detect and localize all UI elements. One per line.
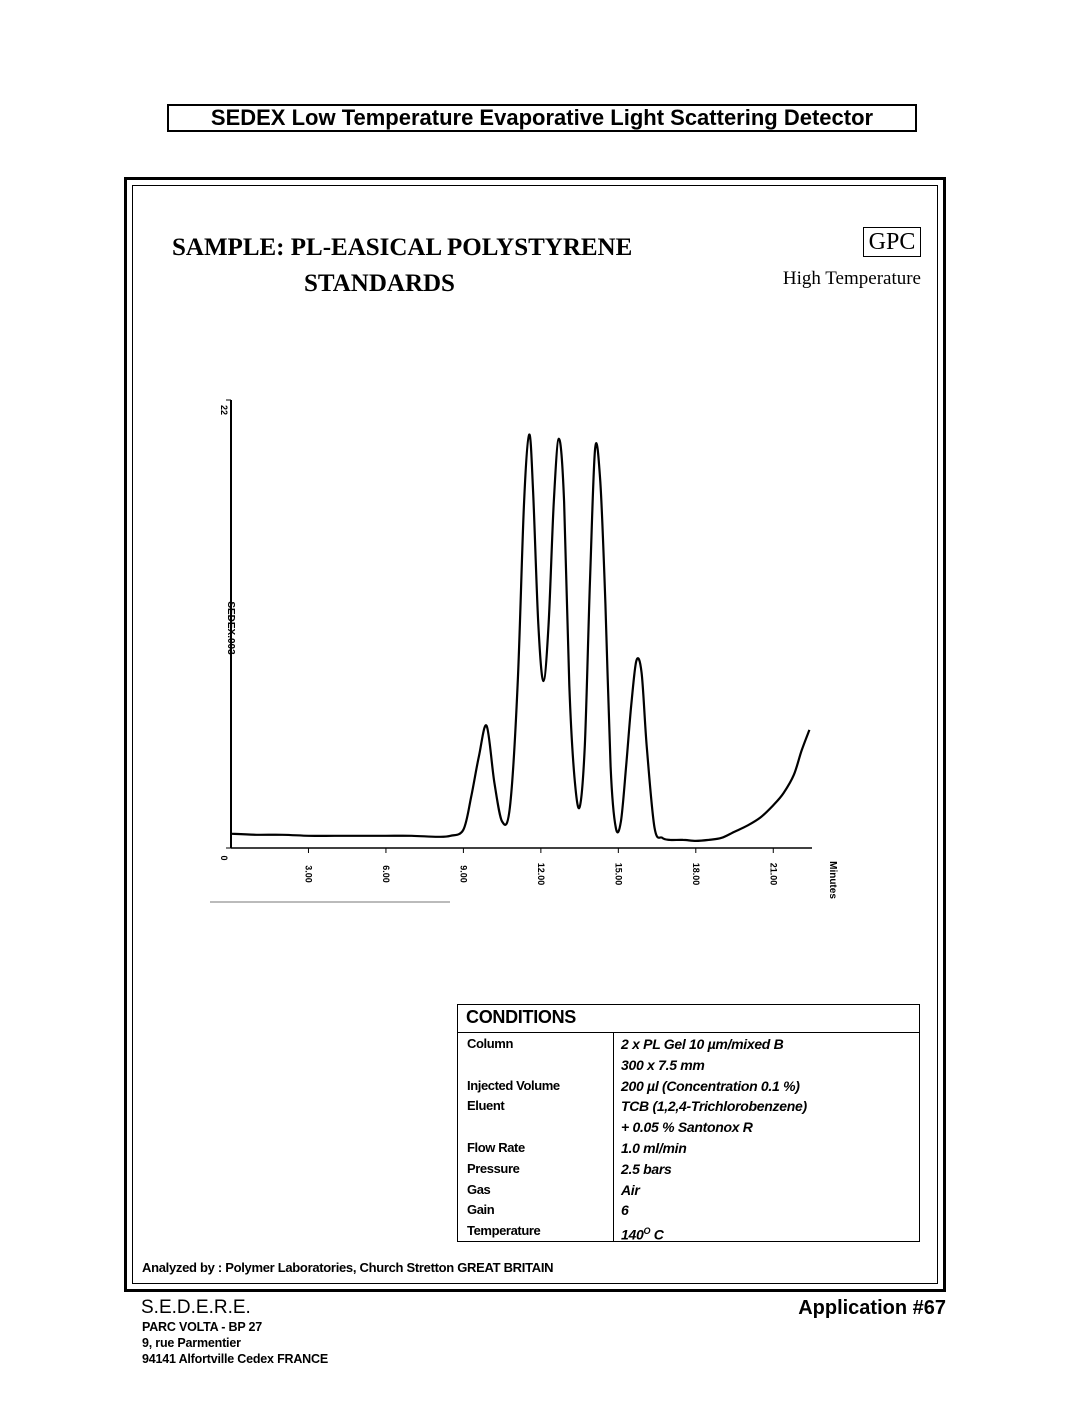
x-tick-label: 18.00 [690, 862, 701, 886]
condition-label: Gas [467, 1181, 491, 1197]
condition-label: Pressure [467, 1160, 520, 1176]
temperature-unit: C [650, 1226, 664, 1243]
sample-title-line2: STANDARDS [304, 270, 455, 297]
chromatogram-chart [200, 390, 860, 920]
condition-value: + 0.05 % Santonox R [621, 1119, 753, 1136]
condition-value: TCB (1,2,4-Trichlorobenzene) [621, 1098, 807, 1115]
condition-value: 2.5 bars [621, 1160, 672, 1177]
x-axis-label: Minutes [827, 861, 838, 899]
address-line: 9, rue Parmentier [142, 1336, 241, 1350]
document-header-title: SEDEX Low Temperature Evaporative Light Scattering Detector [167, 104, 917, 132]
signal-trace [231, 435, 809, 841]
y-axis-label: SEDEX.003 [225, 601, 236, 655]
condition-value: Air [621, 1181, 640, 1198]
x-tick-label: 9.00 [458, 865, 469, 883]
sample-title-line1: SAMPLE: PL-EASICAL POLYSTYRENE [172, 234, 633, 261]
company-address [142, 1319, 328, 1367]
high-temperature-label: High Temperature [782, 268, 921, 289]
address-line: PARC VOLTA - BP 27 [142, 1320, 263, 1334]
conditions-divider [458, 1032, 919, 1033]
temperature-degree: O [643, 1226, 651, 1237]
conditions-labels [467, 1034, 560, 1242]
condition-value: 300 x 7.5 mm [621, 1056, 705, 1073]
condition-label [467, 1055, 560, 1076]
conditions-table [457, 1004, 920, 1242]
condition-value-temperature [621, 1221, 807, 1242]
condition-label: Temperature [467, 1223, 541, 1239]
y-tick-label: 0 [219, 855, 229, 861]
condition-label: Flow Rate [467, 1139, 525, 1155]
y-tick-label: 22 [219, 404, 229, 416]
condition-value: 2 x PL Gel 10 µm/mixed B [621, 1036, 784, 1052]
address-line: 94141 Alfortville Cedex FRANCE [142, 1352, 328, 1366]
x-tick-label: 15.00 [613, 862, 624, 886]
conditions-title: CONDITIONS [466, 1007, 577, 1027]
conditions-column-divider [613, 1032, 614, 1241]
company-name: S.E.D.E.R.E. [141, 1297, 251, 1318]
conditions-values [621, 1034, 807, 1242]
x-tick-label: 21.00 [768, 862, 779, 886]
x-tick-label: 6.00 [380, 865, 391, 883]
condition-label: Eluent [467, 1098, 505, 1114]
condition-label: Gain [467, 1202, 495, 1218]
condition-label: Column [467, 1036, 513, 1051]
application-number: Application #67 [798, 1297, 946, 1319]
sample-title [172, 230, 732, 302]
temperature-value: 140 [621, 1226, 644, 1243]
analyzed-by-note: Analyzed by : Polymer Laboratories, Church Stretton GREAT BRITAIN [142, 1260, 554, 1275]
condition-label: Injected Volume [467, 1077, 560, 1093]
condition-value: 6 [621, 1202, 629, 1219]
condition-value: 1.0 ml/min [621, 1139, 687, 1156]
x-tick-label: 12.00 [535, 862, 546, 886]
condition-label [467, 1117, 560, 1138]
condition-value: 200 µl (Concentration 0.1 %) [621, 1077, 800, 1094]
gpc-badge: GPC [863, 227, 921, 257]
x-tick-label: 3.00 [303, 865, 314, 883]
